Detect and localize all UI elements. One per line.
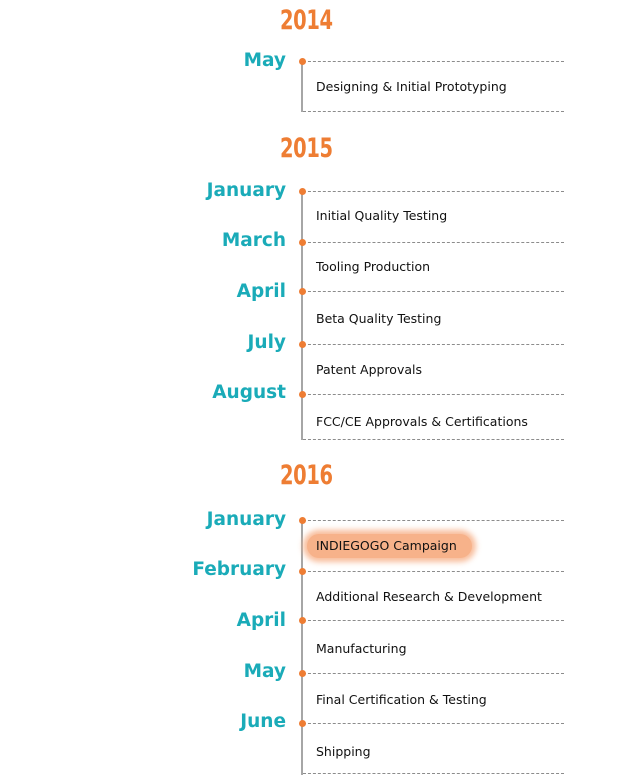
timeline-divider	[303, 191, 564, 192]
milestone-event: Patent Approvals	[316, 362, 422, 377]
milestone-dot	[299, 517, 306, 524]
milestone-month: July	[247, 332, 286, 353]
milestone-dot	[299, 239, 306, 246]
milestone-event: FCC/CE Approvals & Certifications	[316, 414, 528, 429]
timeline-line-2016	[301, 520, 303, 775]
milestone-dot	[299, 188, 306, 195]
milestone-month: January	[206, 509, 286, 530]
timeline-divider	[303, 571, 564, 572]
timeline-divider	[303, 344, 564, 345]
milestone-month: August	[212, 382, 286, 403]
timeline-line-2015	[301, 191, 303, 440]
timeline-divider	[303, 291, 564, 292]
milestone-event: Additional Research & Development	[316, 589, 542, 604]
milestone-event: Initial Quality Testing	[316, 208, 448, 223]
milestone-month: April	[236, 610, 286, 631]
timeline-divider	[303, 61, 564, 62]
milestone-dot	[299, 341, 306, 348]
milestone-month: June	[240, 711, 286, 732]
milestone-dot	[299, 670, 306, 677]
timeline-line-2014	[301, 61, 303, 112]
milestone-month: May	[243, 661, 286, 682]
milestone-dot	[299, 617, 306, 624]
timeline-divider	[303, 242, 564, 243]
milestone-event: Manufacturing	[316, 641, 407, 656]
milestone-dot	[299, 568, 306, 575]
timeline-divider	[303, 520, 564, 521]
year-heading-2014: 2014	[280, 5, 333, 36]
year-heading-2015: 2015	[280, 133, 333, 164]
milestone-month: January	[206, 180, 286, 201]
milestone-event: Designing & Initial Prototyping	[316, 79, 507, 94]
milestone-event-highlighted: INDIEGOGO Campaign	[316, 538, 457, 553]
timeline-divider	[303, 673, 564, 674]
milestone-event: Final Certification & Testing	[316, 692, 487, 707]
timeline-divider	[303, 723, 564, 724]
milestone-month: March	[221, 230, 286, 251]
timeline-divider	[303, 439, 564, 440]
timeline-divider	[303, 620, 564, 621]
milestone-event: Beta Quality Testing	[316, 311, 442, 326]
milestone-event: Shipping	[316, 744, 371, 759]
milestone-month: April	[236, 281, 286, 302]
timeline-divider	[303, 111, 564, 112]
milestone-month: February	[192, 559, 286, 580]
timeline-divider	[303, 773, 564, 774]
milestone-dot	[299, 288, 306, 295]
timeline-divider	[303, 394, 564, 395]
milestone-dot	[299, 58, 306, 65]
milestone-dot	[299, 720, 306, 727]
milestone-month: May	[243, 50, 286, 71]
milestone-dot	[299, 391, 306, 398]
year-heading-2016: 2016	[280, 460, 333, 491]
milestone-event: Tooling Production	[316, 259, 431, 274]
